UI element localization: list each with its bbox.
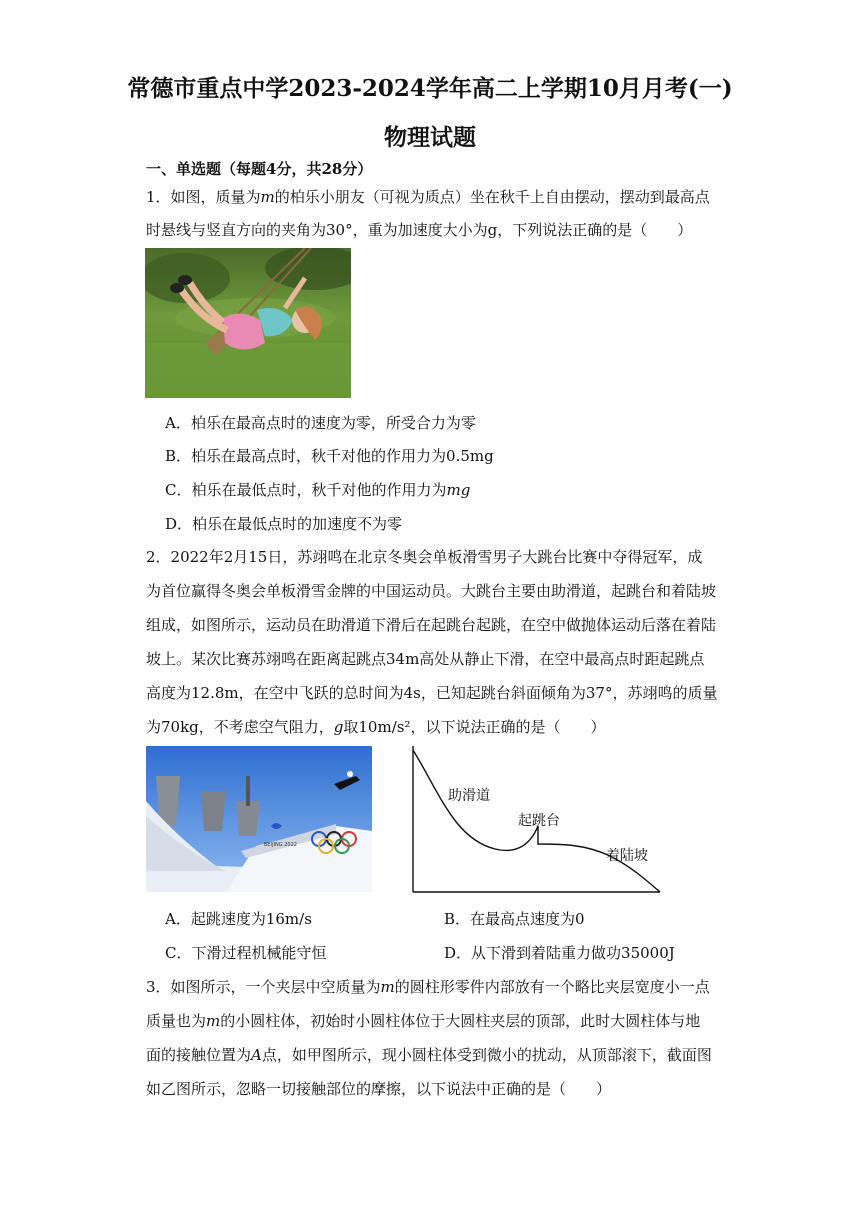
q1-option-c-formula: mg — [446, 481, 471, 499]
q2-option-d: D．从下滑到着陆重力做功35000J — [444, 944, 675, 962]
q2-stem-line1: 2．2022年2月15日，苏翊鸣在北京冬奥会单板滑雪男子大跳台比赛中夺得冠军，成 — [146, 548, 703, 566]
q3-text-b: 的圆柱形零件内部放有一个略比夹层宽度小一点 — [394, 978, 710, 996]
q3-text-f: 点，如甲图所示，现小圆柱体受到微小的扰动，从顶部滚下，截面图 — [261, 1046, 712, 1064]
q1-option-a: A．柏乐在最高点时的速度为零，所受合力为零 — [165, 414, 476, 432]
q1-text-a: 1．如图，质量为 — [146, 188, 261, 206]
q3-stem-line4: 如乙图所示，忽略一切接触部位的摩擦，以下说法中正确的是（ ） — [146, 1080, 612, 1098]
q2-stem-line2: 为首位赢得冬奥会单板滑雪金牌的中国运动员。大跳台主要由助滑道，起跳台和着陆坡 — [146, 582, 717, 600]
q3-stem-line1 — [146, 976, 710, 997]
q3-point-a-symbol: A — [251, 1046, 262, 1064]
beijing-2022-logo-text: BEIJING 2022 — [264, 842, 297, 848]
document-title: 常德市重点中学2023-2024学年高二上学期10月月考(一) — [127, 75, 733, 102]
q2-option-a: A．起跳速度为16m/s — [165, 910, 312, 928]
q3-mass-symbol-1: m — [380, 978, 395, 996]
q1-option-d: D．柏乐在最低点时的加速度不为零 — [165, 515, 403, 533]
takeoff-label: 起跳台 — [518, 813, 560, 829]
q1-mass-symbol: m — [260, 188, 275, 206]
q3-text-e: 面的接触位置为 — [146, 1046, 252, 1064]
q3-text-c: 质量也为 — [146, 1012, 207, 1030]
ski-jump-photo-graphic — [146, 746, 372, 892]
q2-option-b: B．在最高点速度为0 — [444, 910, 585, 928]
q3-mass-symbol-2: m — [206, 1012, 221, 1030]
q2-text-a: 为70kg，不考虑空气阻力， — [146, 718, 334, 736]
q1-option-c-text: C．柏乐在最低点时，秋千对他的作用力为 — [165, 481, 447, 499]
section-heading: 一、单选题（每题4分，共28分） — [146, 160, 373, 178]
q3-stem-line2 — [146, 1010, 700, 1031]
q1-text-b: 的柏乐小朋友（可视为质点）坐在秋千上自由摆动，摆动到最高点 — [274, 188, 710, 206]
q3-stem-line3 — [146, 1044, 712, 1065]
swing-photo-graphic — [145, 248, 351, 398]
ski-jump-diagram — [410, 744, 664, 894]
runway-label: 助滑道 — [448, 788, 490, 804]
document-subtitle: 物理试题 — [384, 124, 476, 151]
landing-label: 着陆坡 — [606, 848, 648, 864]
ski-jump-diagram-graphic — [410, 744, 664, 894]
ski-jump-photo — [146, 746, 372, 892]
q2-option-c: C．下滑过程机械能守恒 — [165, 944, 327, 962]
swing-photo — [145, 248, 351, 398]
q1-option-c — [165, 479, 470, 500]
q3-text-a: 3．如图所示，一个夹层中空质量为 — [146, 978, 381, 996]
q2-stem-line5: 高度为12.8m，在空中飞跃的总时间为4s，已知起跳台斜面倾角为37°，苏翊鸣的质量 — [146, 684, 718, 702]
q2-stem-line4: 坡上。某次比赛苏翊鸣在距离起跳点34m高处从静止下滑，在空中最高点时距起跳点 — [146, 650, 705, 668]
q2-stem-line6 — [146, 716, 605, 737]
q1-stem-line1 — [146, 186, 710, 207]
q2-text-b: 取10m/s²，以下说法正确的是（ ） — [343, 718, 606, 736]
q1-stem-line2: 时悬线与竖直方向的夹角为30°，重为加速度大小为g，下列说法正确的是（ ） — [146, 221, 693, 239]
q1-option-b: B．柏乐在最高点时，秋千对他的作用力为0.5mg — [165, 447, 494, 465]
q2-stem-line3: 组成，如图所示，运动员在助滑道下滑后在起跳台起跳，在空中做抛体运动后落在着陆 — [146, 616, 717, 634]
q2-g-symbol: g — [333, 718, 344, 736]
q3-text-d: 的小圆柱体，初始时小圆柱体位于大圆柱夹层的顶部，此时大圆柱体与地 — [220, 1012, 701, 1030]
